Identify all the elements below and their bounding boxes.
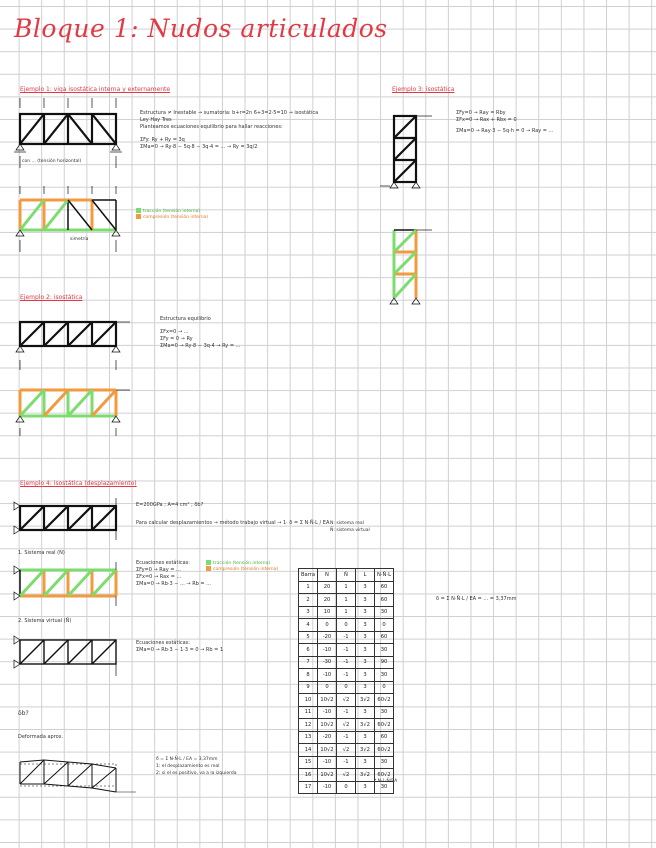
- table-cell: 3: [356, 669, 375, 682]
- table-row: [299, 731, 394, 744]
- ex2-note-4: ΣMa=0 → Ry·8 − 3q·4 → Ry = ...: [160, 343, 241, 349]
- table-cell: 3: [356, 731, 375, 744]
- truss-ex4-structure: [20, 506, 116, 530]
- truss-ex3-structure: [394, 116, 416, 182]
- table-cell: -1: [337, 756, 356, 769]
- table-cell: 3√2: [356, 694, 375, 707]
- table-header: L: [356, 569, 375, 582]
- table-cell: 3√2: [356, 719, 375, 732]
- truss-ex4-deformed: [20, 760, 136, 792]
- table-cell: 60: [375, 594, 394, 607]
- table-header: N·N̄·L: [375, 569, 394, 582]
- table-cell: √2: [337, 744, 356, 757]
- compression-swatch: [206, 566, 211, 571]
- table-header: Barra: [299, 569, 318, 582]
- ex4-eq1: Ecuaciones estáticas: ΣFy=0 → Ray = ... ΣFx=0 → Rax = ... ΣMa=0 → Rb·3 − ... → Rb = ...: [136, 560, 211, 587]
- table-cell: 9: [299, 681, 318, 694]
- ex1-note-4: ΣFy: Ry + Ry = 3q: [140, 137, 185, 143]
- table-cell: 0: [318, 681, 337, 694]
- table-cell: 5: [299, 631, 318, 644]
- table-cell: 10: [318, 606, 337, 619]
- table-cell: -20: [318, 731, 337, 744]
- table-row: [299, 644, 394, 657]
- section-heading-ex1: Ejemplo 1: viga isostática interna y externamente: [20, 86, 171, 93]
- table-header: N: [318, 569, 337, 582]
- ex4-header: E=200GPa ; A=4 cm² ; δb?: [136, 502, 204, 508]
- table-header-row: [299, 569, 394, 582]
- table-cell: 20: [318, 594, 337, 607]
- section-heading-ex3: Ejemplo 3: isostática: [392, 86, 455, 93]
- table-row: [299, 694, 394, 707]
- table-cell: 10√2: [318, 694, 337, 707]
- ex1-note-3: Planteamos ecuaciones equilibrio para hallar reacciones:: [140, 124, 283, 130]
- truss-ex4-real: [20, 570, 116, 596]
- tension-swatch: [206, 560, 211, 565]
- table-cell: 60: [375, 631, 394, 644]
- table-cell: 17: [299, 781, 318, 794]
- legend-tension: tracción (tensión interna): [136, 208, 208, 214]
- real-system-label: 1. Sistema real (N): [18, 550, 65, 556]
- table-cell: 30: [375, 756, 394, 769]
- table-cell: 30: [375, 644, 394, 657]
- tension-swatch: [136, 208, 141, 213]
- table-cell: 3: [299, 606, 318, 619]
- table-cell: 3: [356, 656, 375, 669]
- table-cell: -20: [318, 631, 337, 644]
- table-cell: √2: [337, 769, 356, 782]
- table-cell: 0: [375, 681, 394, 694]
- table-row: [299, 606, 394, 619]
- table-cell: -10: [318, 644, 337, 657]
- table-cell: 3: [356, 644, 375, 657]
- ex4-eq2: Ecuaciones estáticas: ΣMa=0 → Rb·3 − 1·3 = 0 → Rb = 1: [136, 640, 224, 653]
- table-cell: 90: [375, 656, 394, 669]
- legend-2: tracción (tensión interna) compresión (tensión interna): [206, 560, 278, 572]
- table-cell: -10: [318, 706, 337, 719]
- table-row: [299, 656, 394, 669]
- ex4-result: δ = Σ N·N̄·L / EA = ... = 3,37mm: [436, 596, 517, 602]
- table-cell: -10: [318, 781, 337, 794]
- table-cell: 30: [375, 669, 394, 682]
- table-cell: 60√2: [375, 744, 394, 757]
- ex1-bottom-note: simetría: [70, 237, 89, 242]
- table-cell: 7: [299, 656, 318, 669]
- legend: [136, 208, 208, 220]
- table-cell: -30: [318, 656, 337, 669]
- table-cell: -10: [318, 756, 337, 769]
- page-title: Bloque 1: Nudos articulados: [14, 14, 388, 43]
- table-row: [299, 581, 394, 594]
- table-cell: 3: [356, 594, 375, 607]
- table-cell: 1: [337, 581, 356, 594]
- table-cell: 3: [356, 706, 375, 719]
- table-cell: 3√2: [356, 769, 375, 782]
- table-cell: √2: [337, 694, 356, 707]
- truss-ex1-forces: [20, 200, 116, 230]
- table-cell: -1: [337, 644, 356, 657]
- truss-ex2-forces: [20, 390, 116, 416]
- virtual-system-label: 2. Sistema virtual (N̄): [18, 618, 72, 624]
- table-row: [299, 719, 394, 732]
- table-cell: 10√2: [318, 719, 337, 732]
- table-row: [299, 744, 394, 757]
- table-cell: 6: [299, 644, 318, 657]
- ex1-note-2: Ley Hay Tres: [140, 117, 172, 123]
- brace-virtual: N̄: sistema virtual: [330, 528, 370, 533]
- table-row: [299, 669, 394, 682]
- truss-ex2-structure: [20, 322, 116, 346]
- table-cell: 60√2: [375, 769, 394, 782]
- ex1-note-5: ΣMa=0 → Ry·8 − 5q·8 − 3q·4 = ... → Ry = 3q/2: [140, 144, 258, 150]
- table-cell: √2: [337, 719, 356, 732]
- table-row: [299, 769, 394, 782]
- table-cell: 3: [356, 619, 375, 632]
- truss-ex1-structure: [20, 114, 116, 144]
- ex2-note-3: ΣFy = 0 → Ry: [160, 336, 193, 342]
- table-cell: 0: [318, 619, 337, 632]
- table-cell: 11: [299, 706, 318, 719]
- table-cell: 3: [356, 631, 375, 644]
- table-cell: -1: [337, 731, 356, 744]
- table-cell: 3: [356, 681, 375, 694]
- table-row: [299, 631, 394, 644]
- ex1-subnote: con ... (tensión horizontal): [22, 159, 82, 164]
- ex4-note: Para calcular desplazamientos → método trabajo virtual → 1· δ = Σ N·N̄·L / EA: [136, 520, 330, 526]
- table-cell: 3: [356, 756, 375, 769]
- table-header: N̄: [337, 569, 356, 582]
- table-cell: 60: [375, 581, 394, 594]
- ex2-note-1: Estructura equilibrio: [160, 316, 211, 322]
- table-cell: 10√2: [318, 744, 337, 757]
- ex1-notes: [140, 110, 318, 151]
- ex2-notes: [160, 316, 240, 350]
- table-cell: 1: [299, 581, 318, 594]
- brace-real: N: sistema real: [330, 521, 364, 526]
- ex1-note-1: Estructura ≠ Inestable → sumatoria: b+r=2n 6+3=2·5=10 → isostática: [140, 110, 319, 116]
- table-body: [299, 581, 394, 794]
- table-cell: 3: [356, 781, 375, 794]
- table-cell: 1: [337, 606, 356, 619]
- table-cell: 0: [375, 619, 394, 632]
- table-cell: 1: [337, 594, 356, 607]
- table-cell: 3: [356, 581, 375, 594]
- table-cell: 3√2: [356, 744, 375, 757]
- table-row: [299, 756, 394, 769]
- section-heading-ex2: Ejemplo 2: isostática: [20, 294, 83, 301]
- table-cell: 15: [299, 756, 318, 769]
- ex4-bottom: δ = Σ N·N̄·L / EA = 3,37mm 1: el desplazamiento es real 2: si el es positivo, va a la izquierda: [156, 757, 237, 776]
- table-cell: 60√2: [375, 719, 394, 732]
- table-cell: -1: [337, 631, 356, 644]
- table-cell: 10√2: [318, 769, 337, 782]
- table-cell: 3: [356, 606, 375, 619]
- ex3-note-3: ΣMa=0 → Ray·3 − 5q·h = 0 → Ray = ...: [456, 128, 554, 134]
- table-cell: 20: [318, 581, 337, 594]
- table-cell: 60√2: [375, 694, 394, 707]
- table-row: [299, 594, 394, 607]
- table-cell: 8: [299, 669, 318, 682]
- table-cell: 4: [299, 619, 318, 632]
- table-cell: 2: [299, 594, 318, 607]
- compression-swatch: [136, 214, 141, 219]
- table-cell: 30: [375, 606, 394, 619]
- table-cell: -10: [318, 669, 337, 682]
- delta-question: δb?: [18, 710, 29, 717]
- table-cell: 0: [337, 781, 356, 794]
- deformed-label: Deformada aprox.: [18, 734, 64, 740]
- table-cell: 16: [299, 769, 318, 782]
- ex2-note-2: ΣFx=0 → ...: [160, 329, 189, 335]
- ex3-note-1: ΣFy=0 → Ray = Rby: [456, 110, 506, 116]
- ex3-note-2: ΣFx=0 → Rax + Rbx = 0: [456, 117, 517, 123]
- table-cell: 10: [299, 694, 318, 707]
- ex3-notes: [456, 110, 553, 135]
- footnote: * N·L·N̄/EA: [374, 779, 398, 784]
- ex4-brace: [330, 520, 370, 534]
- bar-table: [298, 568, 394, 794]
- legend-compression: compresión (tensión interna): [136, 214, 208, 220]
- table-row: [299, 781, 394, 794]
- table-cell: -1: [337, 656, 356, 669]
- table-cell: -1: [337, 669, 356, 682]
- table-cell: 0: [337, 681, 356, 694]
- truss-ex3-forces: [394, 230, 416, 298]
- table-cell: 30: [375, 706, 394, 719]
- table-cell: -1: [337, 706, 356, 719]
- table-cell: 14: [299, 744, 318, 757]
- table-cell: 12: [299, 719, 318, 732]
- table-row: [299, 681, 394, 694]
- table-row: [299, 706, 394, 719]
- table-row: [299, 619, 394, 632]
- table-cell: 60: [375, 731, 394, 744]
- section-heading-ex4: Ejemplo 4: isostática (desplazamiento): [20, 480, 137, 487]
- table-cell: 13: [299, 731, 318, 744]
- table-cell: 30: [375, 781, 394, 794]
- truss-ex4-virtual: [14, 636, 116, 676]
- table-cell: 0: [337, 619, 356, 632]
